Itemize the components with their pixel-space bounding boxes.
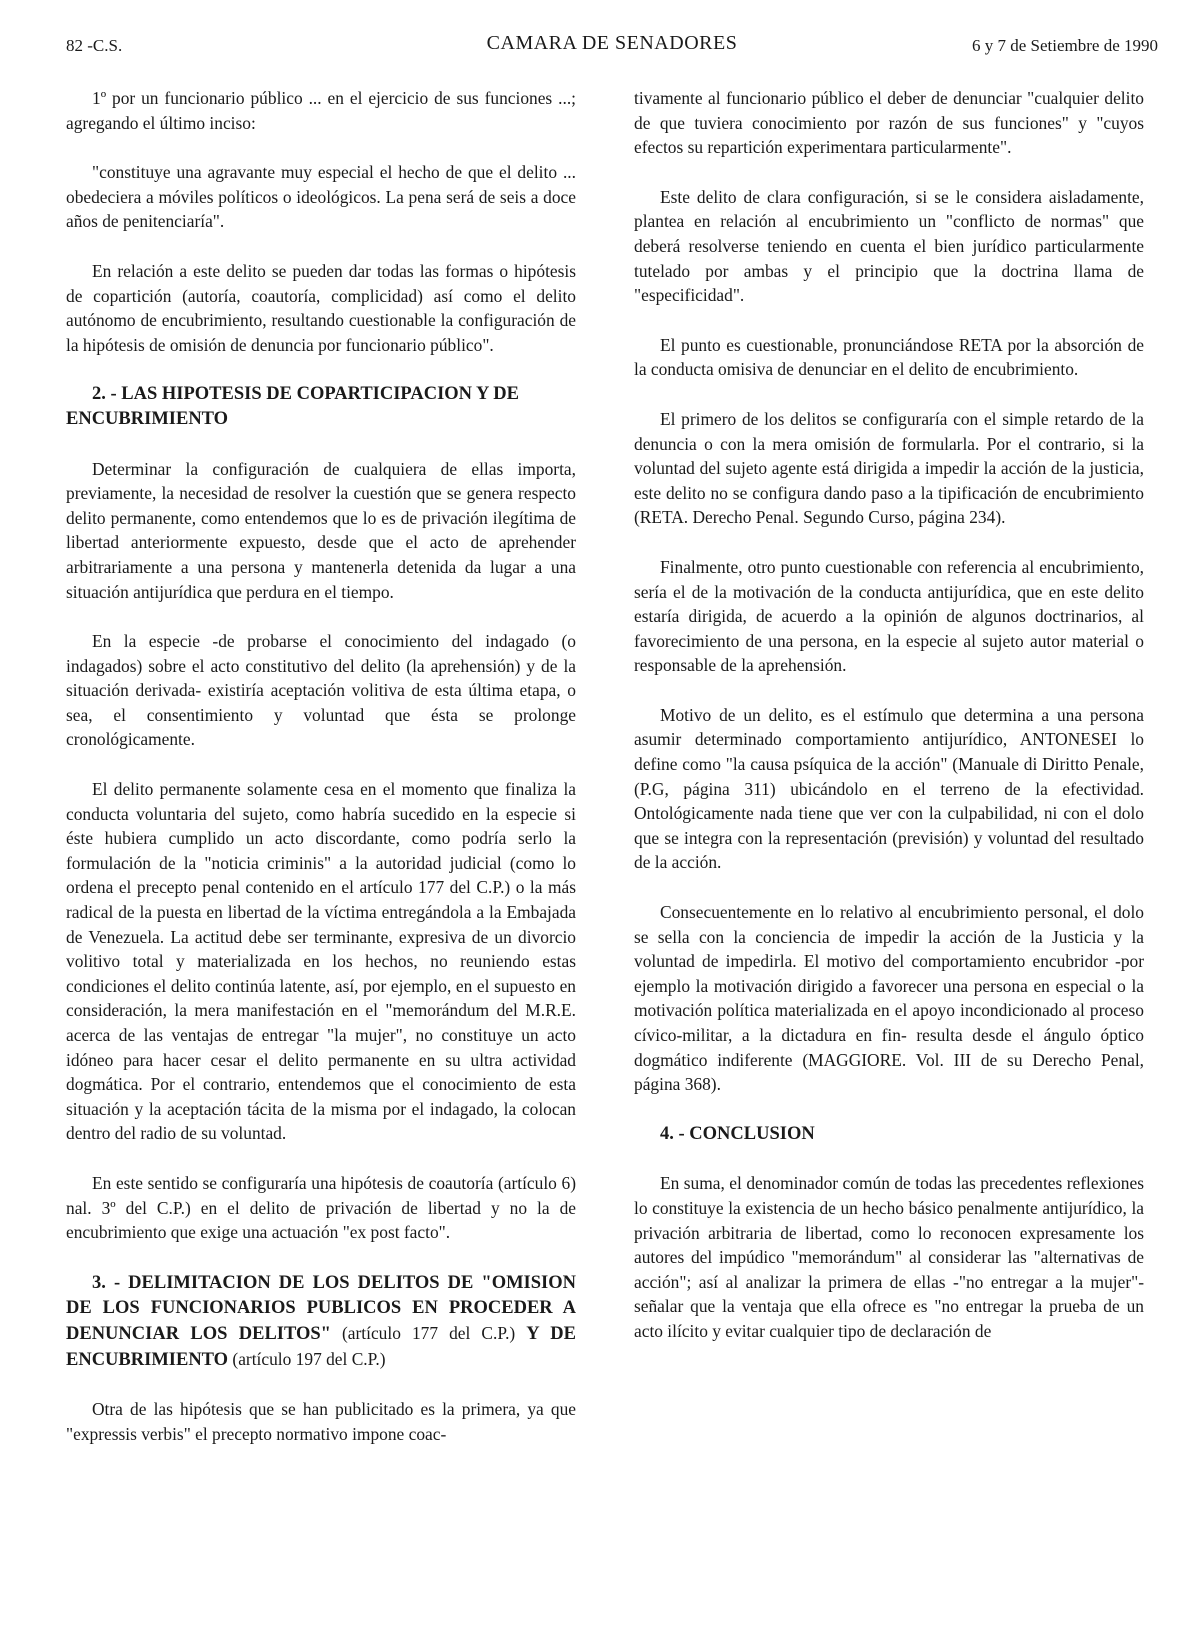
paragraph: El delito permanente solamente cesa en el momento que finaliza la conducta voluntaria del sujeto, como habría sucedido en la especie si éste hubiera cumplido un acto discordante, como podría serlo la formulación de la "noticia criminis" a la autoridad judicial (como lo ordena el precepto penal contenido en el artículo 177 del C.P.) o la más radical de la puesta en libertad de la víctima entregándola a la Embajada de Venezuela. La actitud debe ser terminante, expresiva de un divorcio volitivo total y materializada en los hechos, no reuniendo estas condiciones el delito continúa latente, así, por ejemplo, en el supuesto en consideración, la mera manifestación en el "memorándum del M.R.E. acerca de las ventajas de entregar "la mujer", no constituye un acto idóneo para hacer cesar el delito permanente en su ultra actividad dogmática. Por el contrario, entendemos que el conocimiento de esta situación y la aceptación tácita de la misma por el indagado, la colocan dentro del radio de su voluntad. (66, 779, 576, 1144)
paragraph: El primero de los delitos se configuraría con el simple retardo de la denuncia o con la mera omisión de formularla. Por el contrario, si la voluntad del sujeto agente está dirigida a impedir la acción de la justicia, este delito no se configura dando paso a la tipificación de encubrimiento (RETA. Derecho Penal. Segundo Curso, página 234). (634, 408, 1144, 528)
page-header (66, 30, 1158, 60)
session-date: 6 y 7 de Setiembre de 1990 (971, 36, 1158, 55)
section-heading-2: 2. - LAS HIPOTESIS DE COPARTICIPACION Y DE ENCUBRIMIENTO (66, 384, 519, 429)
paragraph: En la especie -de probarse el conocimiento del indagado (o indagados) sobre el acto constitutivo del delito (la aprehensión) y de la situación derivada- existiría aceptación volitiva de esta última etapa, o sea, el consentimiento y voluntad que ésta se prolonge cronológicamente. (66, 631, 576, 750)
paragraph: Consecuentemente en lo relativo al encubrimiento personal, el dolo se sella con la conciencia de impedir la acción de la Justicia y la voluntad de impedirla. El motivo del comportamiento encubridor -por ejemplo la motivación dirigido a favorecer una persona en especial o la motivación política materializada en el apoyo incondicionado al proceso cívico-militar, a la dictadura en fin- resulta desde el ángulo óptico dogmático indiferente (MAGGIORE. Vol. III de su Derecho Penal, página 368). (634, 902, 1144, 1095)
quote: "constituye una agravante muy especial el hecho de que el delito ... obedeciera a móviles políticos o ideológicos. La pena será de seis a doce años de penitenciaría". (66, 162, 576, 232)
section-heading-4: 4. - CONCLUSION (660, 1123, 815, 1144)
paragraph: Motivo de un delito, es el estímulo que determina a una persona asumir determinado comportamiento antijurídico, ANTONESEI lo define como "la causa psíquica de la acción" (Manuale di Diritto Penale, (P.G, página 311) ubicándolo en el terreno de la efectividad. Ontológicamente nada tiene que ver con la culpabilidad, ni con el dolo que se integra con la representación (previsión) y voluntad del resultado de la acción. (634, 704, 1144, 873)
paragraph: El punto es cuestionable, pronunciándose RETA por la absorción de la conducta omisiva de denunciar en el delito de encubrimiento. (634, 334, 1144, 380)
right-column (634, 86, 1144, 1344)
heading-part: 3. - DELIMITACION DE LOS DELITOS DE "OMISION DE LOS FUNCIONARIOS PUBLICOS EN PROCEDER A DENUNCIAR LOS DELITOS" (66, 1272, 576, 1344)
heading-ref: (artículo 177 del C.P.) (330, 1322, 527, 1343)
paragraph: tivamente al funcionario público el deber de denunciar "cualquier delito de que tuviera conocimiento por razón de sus funciones" y "cuyos efectos su repartición experimentara particularmente". (634, 88, 1144, 158)
heading-part: Y DE ENCUBRIMIENTO (66, 1323, 576, 1370)
paragraph: En relación a este delito se pueden dar todas las formas o hipótesis de copartición (autoría, coautoría, complicidad) así como el delito autónomo de encubrimiento, resultando cuestionable la configuración de la hipótesis de omisión de denuncia por funcionario público". (66, 260, 576, 355)
paragraph: En este sentido se configuraría una hipótesis de coautoría (artículo 6) nal. 3º del C.P.) en el delito de privación de libertad y no la de encubrimiento que exige una actuación "ex post facto". (66, 1172, 576, 1243)
paragraph: 1º por un funcionario público ... en el ejercicio de sus funciones ...; agregando el último inciso: (66, 88, 576, 133)
heading-ref: (artículo 197 del C.P.) (228, 1348, 386, 1369)
paragraph: Otra de las hipótesis que se han publicitado es la primera, ya que "expressis verbis" el precepto normativo impone coac- (66, 1399, 576, 1444)
paragraph: Determinar la configuración de cualquiera de ellas importa, previamente, la necesidad de resolver la cuestión que se genera respecto delito permanente, como entendemos que lo es de privación ilegítima de libertad anteriormente expuesto, desde que el acto de aprehender arbitrariamente a una persona y mantenerla detenida da lugar a una situación antijurídica que perdura en el tiempo. (66, 458, 576, 602)
page-title: CAMARA DE SENADORES (486, 32, 738, 54)
paragraph: En suma, el denominador común de todas las precedentes reflexiones lo constituye la existencia de un hecho básico penalmente antijurídico, la privación arbitraria de libertad, como lo reconocen expresamente los autores del impúdico "memorándum" al considerar las "alternativas de acción"; así al analizar la primera de ellas -"no entregar a la mujer"- señalar que la ventaja que ella ofrece es "no entregar la prueba de un acto ilícito y evitar cualquier tipo de declaración de (634, 1173, 1144, 1341)
section-heading-3 (66, 1270, 576, 1372)
left-column (66, 86, 576, 1446)
paragraph: Finalmente, otro punto cuestionable con referencia al encubrimiento, sería el de la motivación de la conducta antijurídica, que en este delito estaría dirigida, de acuerdo a la opinión de algunos doctrinarios, al favorecimiento de una persona, en la especie al sujeto autor material o responsable de la aprehensión. (634, 556, 1144, 676)
page-number: 82 -C.S. (66, 36, 123, 55)
paragraph: Este delito de clara configuración, si se le considera aisladamente, plantea en relación al encubrimiento un "conflicto de normas" que deberá resolverse teniendo en cuenta el bien jurídico particularmente tutelado por ambas y el principio que la doctrina llama de "especificidad". (634, 186, 1144, 306)
